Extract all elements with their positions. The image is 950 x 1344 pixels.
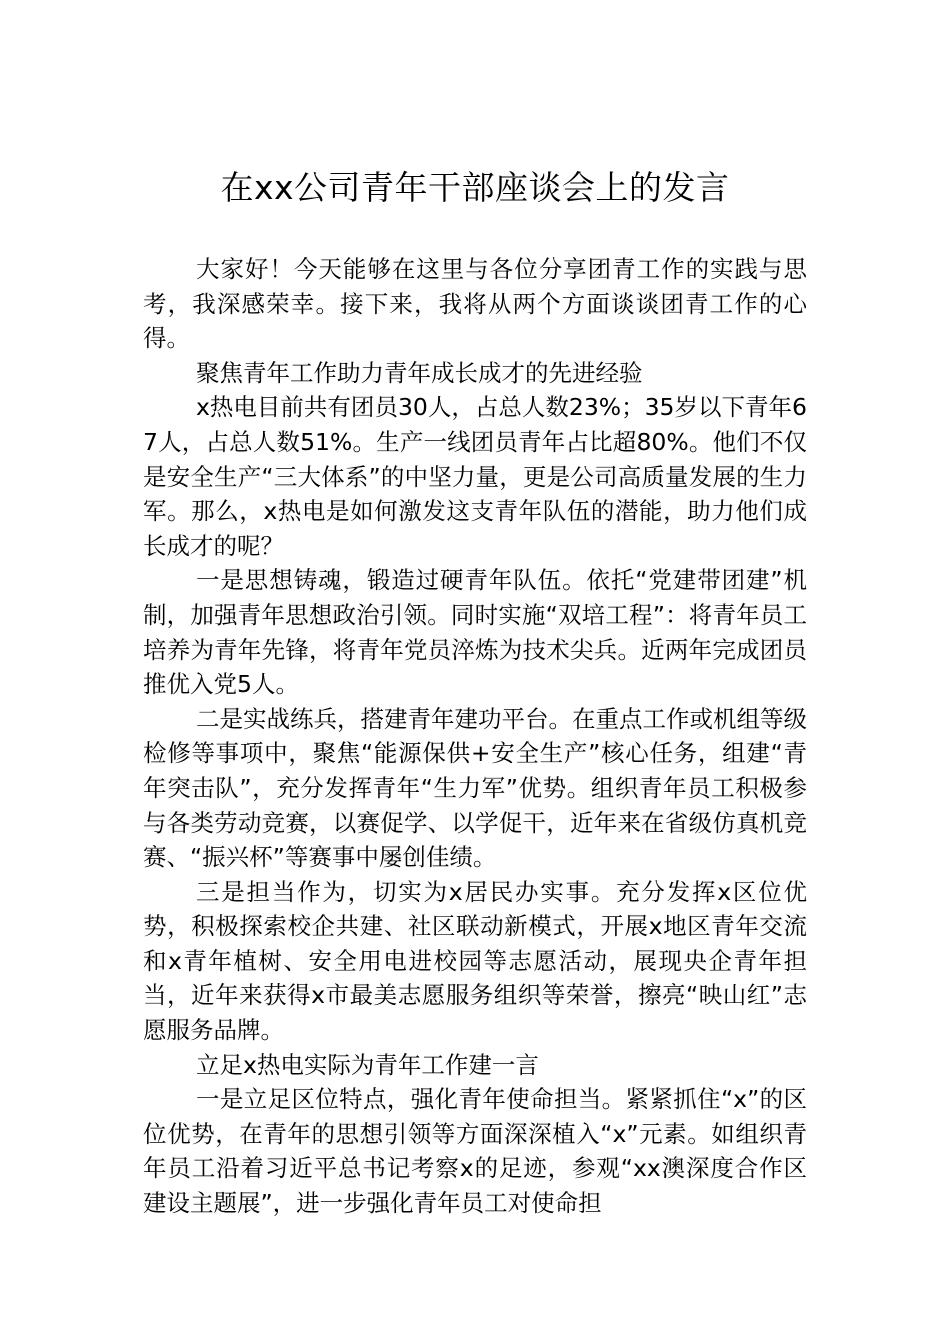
section-heading-experience: 聚焦青年工作助力青年成长成才的先进经验 [196, 358, 643, 387]
paragraph-point-one: 一是思想铸魂，锻造过硬青年队伍。依托“党建带团建”机制，加强青年思想政治引领。同时实施“双培工程”：将青年员工培养为青年先锋，将青年党员淬炼为技术尖兵。近两年完成团员推优入党5人。 [143, 566, 807, 699]
document-title: 在xx公司青年干部座谈会上的发言 [220, 168, 730, 207]
section-heading-suggestions: 立足x热电实际为青年工作建一言 [196, 1050, 539, 1079]
paragraph-suggestion-one: 一是立足区位特点，强化青年使命担当。紧紧抓住“x”的区位优势，在青年的思想引领等方面深深植入“x”元素。如组织青年员工沿着习近平总书记考察x的足迹，参观“xx澳深度合作区建设主题展”，进一步强化青年员工对使命担 [143, 1085, 807, 1218]
document-body [143, 252, 807, 1221]
paragraph-stats: x热电目前共有团员30人，占总人数23%；35岁以下青年67人，占总人数51%。生产一线团员青年占比超80%。他们不仅是安全生产“三大体系”的中坚力量，更是公司高质量发展的生力军。那么，x热电是如何激发这支青年队伍的潜能，助力他们成长成才的呢？ [143, 393, 807, 560]
paragraph-point-three: 三是担当作为，切实为x居民办实事。充分发挥x区位优势，积极探索校企共建、社区联动新模式，开展x地区青年交流和x青年植树、安全用电进校园等志愿活动，展现央企青年担当，近年来获得x市最美志愿服务组织等荣誉，擦亮“映山红”志愿服务品牌。 [143, 877, 807, 1045]
paragraph-intro: 大家好！今天能够在这里与各位分享团青工作的实践与思考，我深感荣幸。接下来，我将从两个方面谈谈团青工作的心得。 [143, 255, 807, 353]
paragraph-point-two: 二是实战练兵，搭建青年建功平台。在重点工作或机组等级检修等事项中，聚焦“能源保供+安全生产”核心任务，组建“青年突击队”，充分发挥青年“生力军”优势。组织青年员工积极参与各类劳动竞赛，以赛促学、以学促干，近年来在省级仿真机竞赛、“振兴杯”等赛事中屡创佳绩。 [143, 704, 807, 872]
